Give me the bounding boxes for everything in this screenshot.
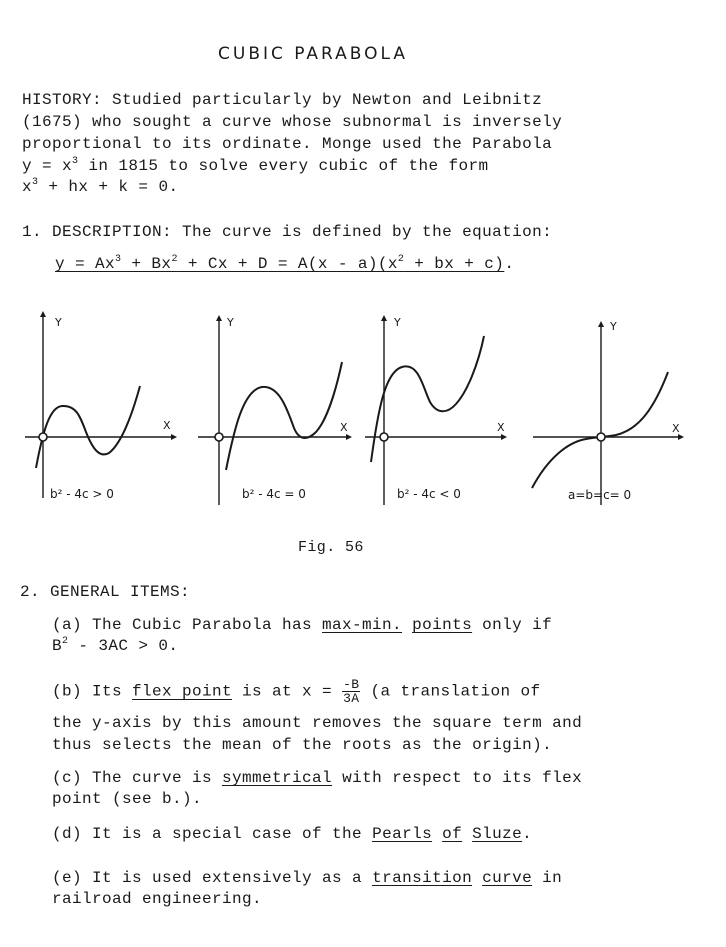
history-line: HISTORY: Studied particularly by Newton and Leibnitz [22,91,543,109]
text: (a translation of [360,682,541,701]
curve-three-roots [36,386,140,468]
text: B [52,637,63,655]
y-axis-label: Y [394,316,401,329]
text [432,825,442,843]
condition-label: b² - 4c > 0 [50,487,114,501]
curve-double-root [226,362,342,470]
item-e [52,868,562,888]
underlined-term: transition [372,869,473,887]
text: . [522,825,533,843]
condition-label: b² - 4c = 0 [242,487,306,501]
text [462,825,472,843]
y-axis-label: Y [610,320,617,333]
text: (b) Its [52,682,133,701]
numerator: -B [343,677,360,692]
description-heading: 1. DESCRIPTION: The curve is defined by the equation: [22,223,553,241]
underlined-term: points [412,616,473,634]
underlined-term: Pearls [372,825,433,843]
item-a-line2 [52,636,178,656]
superscript: 2 [171,254,178,265]
page-title: CUBIC PARABOLA [218,44,409,64]
underlined-term: Sluze [472,825,523,843]
text: + bx + c) [404,255,505,273]
superscript: 2 [62,636,69,647]
text: (e) It is used extensively as a [52,869,373,887]
text: only if [472,616,553,634]
text [472,869,482,887]
general-heading: 2. GENERAL ITEMS: [20,583,191,601]
item-a [52,615,552,635]
item-c-line2: point (see b.). [52,790,203,808]
text: y = x [22,157,73,175]
text: in 1815 to solve every cubic of the form [78,157,489,175]
curve-one-root [371,336,484,462]
superscript: 3 [115,254,122,265]
origin-point [215,433,223,441]
underlined-term: max-min. [322,616,403,634]
history-line: (1675) who sought a curve whose subnormal is inversely [22,113,563,131]
text: . [504,255,515,273]
superscript: 3 [72,156,79,167]
superscript: 2 [397,254,405,265]
text: (a) The Cubic Parabola has [52,616,323,634]
condition-label: b² - 4c < 0 [397,487,461,501]
text: with respect to its flex [332,769,583,787]
underlined-term: symmetrical [222,769,333,787]
origin-point [39,433,47,441]
denominator: 3A [343,691,360,706]
item-c [52,768,582,788]
text: + Bx [121,255,172,273]
x-axis-label: X [497,421,505,434]
fraction [342,678,360,705]
y-axis-label: Y [55,316,62,329]
item-b-line3: thus selects the mean of the roots as the origin). [52,736,553,754]
curve-triple-root [532,372,668,488]
x-axis-label: X [340,421,348,434]
underlined-term: of [442,825,463,843]
history-line: proportional to its ordinate. Monge used the Parabola [22,135,553,153]
y-axis-label: Y [227,316,234,329]
text: x [22,178,33,196]
text: is at x = [232,682,343,701]
text: (c) The curve is [52,769,223,787]
item-b-line2: the y-axis by this amount removes the square term and [52,714,583,732]
text [402,616,412,634]
origin-point [597,433,605,441]
item-d [52,824,532,844]
underlined-term: curve [482,869,533,887]
text: - 3AC > 0. [68,637,179,655]
origin-point [380,433,388,441]
text: in [532,869,563,887]
item-e-line2: railroad engineering. [52,890,263,908]
underlined-term: flex point [132,682,233,701]
superscript: 3 [32,177,39,188]
text: (d) It is a special case of the [52,825,373,843]
condition-label: a=b=c= 0 [568,488,632,502]
figure-caption: Fig. 56 [298,539,364,556]
item-b [52,678,541,705]
x-axis-label: X [672,422,680,435]
text: + Cx + D = A(x - a)(x [177,255,398,273]
text: + hx + k = 0. [38,178,179,196]
text: y = Ax [55,255,116,273]
x-axis-label: X [163,419,171,432]
